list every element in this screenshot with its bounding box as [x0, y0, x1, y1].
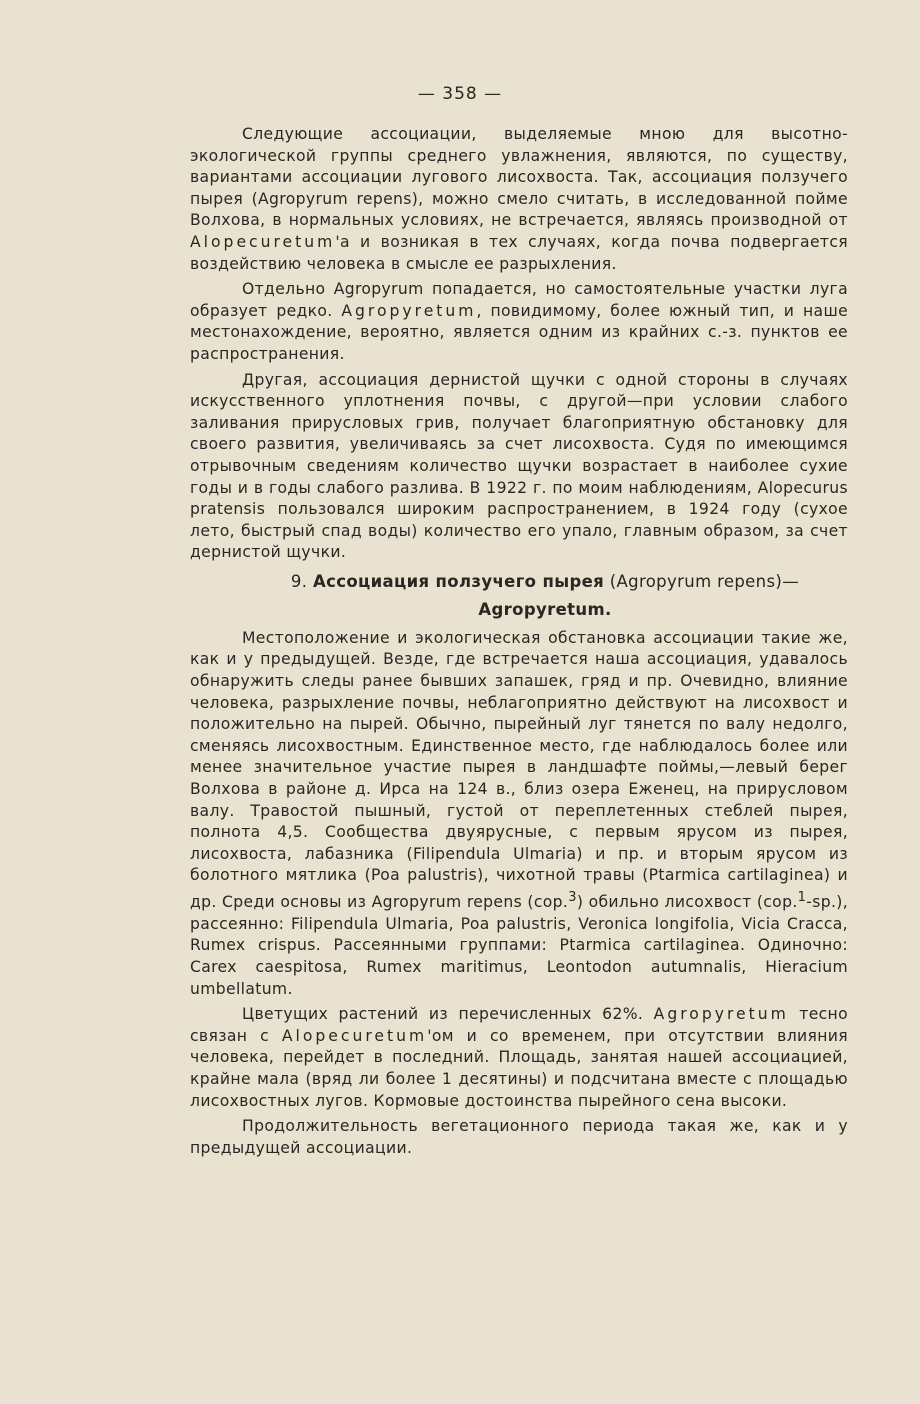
paragraph-1	[190, 124, 848, 275]
heading-line2: Agropyretum.	[478, 599, 612, 619]
text-run: Следующие ассоциации, выделяемые мною для высотно-экологической группы среднего увлажнения, являются, по существу, вариантами ассоциации лугового лисохвоста. Так, ассоциация ползучего пырея (Agropyrum repens), можно смело считать, в исследованной пойме Волхова, в нормальных условиях, не встречается, являясь производной от	[190, 125, 848, 230]
text-run: Местоположение и экологическая обстановка ассоциации такие же, как и у предыдущей. Везде, где встречается наша ассоциация, удавалось обнаружить следы ранее бывших запашек, гряд и пр. Очевидно, влияние человека, разрыхление почвы, неблагоприятно действуют на лисохвост и положительно на пырей. Обычно, пырейный луг тянется по валу недолго, сменяясь лисохвостным. Единственное место, где наблюдалось более или менее значительное участие пырея в ландшафте поймы,—левый берег Волхова в районе д. Ирса на 124 в., близ озера Еженец, на прирусловом валу. Травостой пышный, густой от переплетенных стеблей пырея, полнота 4,5. Сообщества двуярусные, с первым ярусом из пырея, лисохвоста, лабазника (Filipendula Ulmaria) и пр. и вторым ярусом из болотного мятлика (Poa palustris), чихотной травы (Ptarmica cartilaginea) и др. Среди основы из Agropyrum repens (cop.	[190, 628, 848, 912]
heading-number: 9.	[290, 571, 308, 591]
paragraph-5	[190, 1004, 848, 1112]
body-text	[190, 124, 848, 1163]
spaced-term: Agropyretum	[341, 301, 477, 320]
heading-latin: (Agropyrum repens)—	[609, 571, 800, 591]
text-run: Цветущих растений из перечисленных 62%.	[242, 1005, 654, 1024]
text-run: Отдельно Agropyrum попадается, но самостоятельные участки луга образует редко.	[190, 280, 848, 320]
paragraph-6: Продолжительность вегетационного периода такая же, как и у предыдущей ассоциации.	[190, 1117, 848, 1157]
text-run: 'а и возникая в тех случаях, когда почва подвергается воздействию человека в смысле ее разрыхления.	[190, 232, 848, 273]
superscript: 3	[568, 890, 577, 905]
paragraph-4	[190, 628, 848, 1000]
heading-title: Ассоциация ползучего пырея	[312, 571, 605, 591]
paragraph-2	[190, 279, 848, 365]
spaced-term: Alopecuretum	[281, 1026, 428, 1045]
section-heading	[190, 568, 848, 624]
page-number: — 358 —	[417, 84, 503, 104]
text-run: тесно связан с	[190, 1005, 848, 1045]
spaced-term: Agropyretum	[653, 1005, 789, 1024]
text-run: -sp.), рассеянно: Filipendula Ulmaria, Poa palustris, Veronica longifolia, Vicia Cracca, Rumex crispus. Рассеянными группами: Ptarmica cartilaginea. Одиночно: Carex caespitosa, Rumex maritimus, Leontodon autumnalis, Hieracium umbellatum.	[190, 893, 848, 998]
text-run: , повидимому, более южный тип, и наше местонахождение, вероятно, является одним из крайних с.-з. пунктов ее распространения.	[190, 301, 849, 363]
text-run: ) обильно лисохвост (cop.	[576, 893, 798, 912]
text-run: 'ом и со временем, при отсутствии влияния человека, перейдет в последний. Площадь, занятая нашей ассоциацией, крайне мала (вряд ли более 1 десятины) и подсчитана вместе с площадью лисохвостных лугов. Кормовые достоинства пырейного сена высоки.	[190, 1026, 849, 1110]
paragraph-3: Другая, ассоциация дернистой щучки с одной стороны в случаях искусственного уплотнения почвы, с другой—при условии слабого заливания прирусловых грив, получает благоприятную обстановку для своего развития, увеличиваясь за счет лисохвоста. Судя по имеющимся отрывочным сведениям количество щучки возрастает в наиболее сухие годы и в годы слабого разлива. В 1922 г. по моим наблюдениям, Alopecurus pratensis пользовался широким распространением, в 1924 году (сухое лето, быстрый спад воды) количество его упало, главным образом, за счет дернистой щучки.	[190, 370, 848, 562]
spaced-term: Alopecuretum	[190, 232, 336, 251]
superscript: 1	[797, 890, 807, 905]
